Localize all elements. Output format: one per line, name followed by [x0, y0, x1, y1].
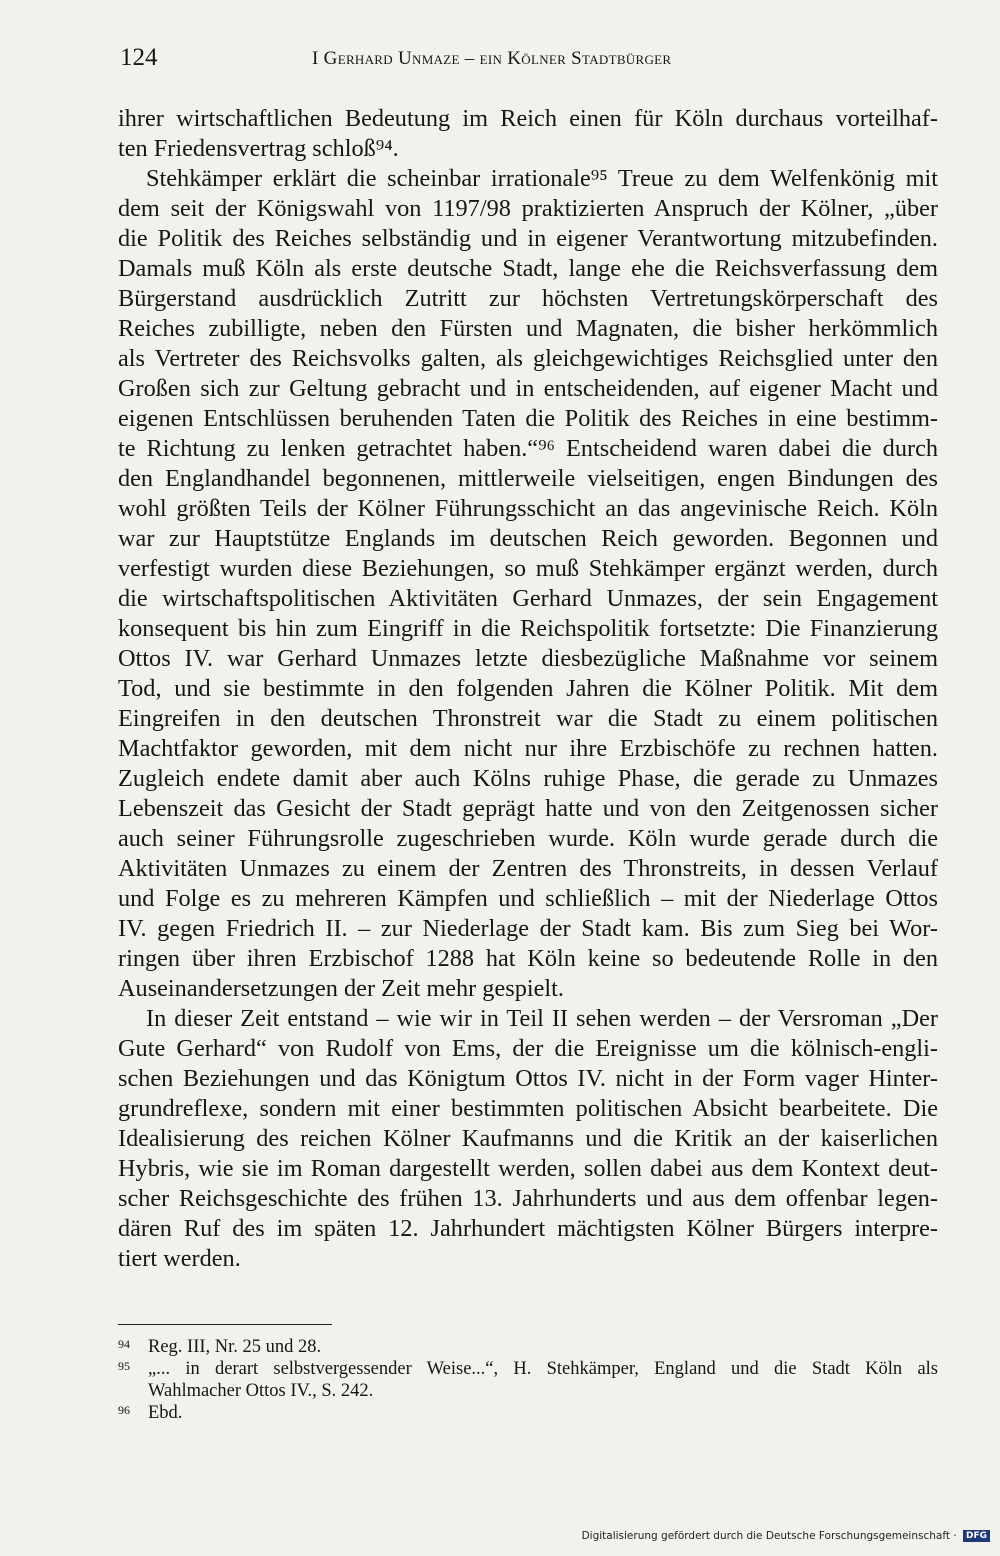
text-line: als Vertreter des Reichsvolks galten, als gleichgewichtiges Reichsglied unter den: [118, 345, 938, 372]
text-line: konsequent bis hin zum Eingriff in die Reichspolitik fortsetzte: Die Finanzierung: [118, 615, 938, 642]
running-head: I Gerhard Unmaze – ein Kölner Stadtbürger: [312, 48, 672, 69]
text-line: Zugleich endete damit aber auch Kölns ruhige Phase, die gerade zu Unmazes: [118, 765, 938, 792]
body-text: [118, 104, 938, 1274]
text-line: die wirtschaftspolitischen Aktivitäten Gerhard Unmazes, der sein Engagement: [118, 585, 938, 612]
text-line: Großen sich zur Geltung gebracht und in entscheidenden, auf eigener Macht und: [118, 375, 938, 402]
text-line: Bürgerstand ausdrücklich Zutritt zur höchsten Vertretungskörperschaft des: [118, 285, 938, 312]
footnote-text: Reg. III, Nr. 25 und 28.: [148, 1337, 322, 1357]
footnote: [118, 1402, 938, 1424]
text-line: auch seiner Führungsrolle zugeschrieben wurde. Köln wurde gerade durch die: [118, 825, 938, 852]
footnote: [118, 1336, 938, 1358]
text-line: scher Reichsgeschichte des frühen 13. Jahrhunderts und aus dem offenbar legen-: [118, 1185, 938, 1212]
text-line: Hybris, wie sie im Roman dargestellt werden, sollen dabei aus dem Kontext deut-: [118, 1155, 938, 1182]
text-line: den Englandhandel begonnenen, mittlerweile vielseitigen, engen Bindungen des: [118, 465, 938, 492]
page-number: 124: [120, 44, 158, 71]
footnote: [118, 1358, 938, 1402]
text-line: Damals muß Köln als erste deutsche Stadt, lange ehe die Reichsverfassung dem: [118, 255, 938, 282]
text-line: eigenen Entschlüssen beruhenden Taten die Politik des Reiches in eine bestimm-: [118, 405, 938, 432]
text-line: war zur Hauptstütze Englands im deutschen Reich geworden. Begonnen und: [118, 525, 938, 552]
text-line: Ottos IV. war Gerhard Unmazes letzte diesbezügliche Maßnahme vor seinem: [118, 645, 938, 672]
text-line: Idealisierung des reichen Kölner Kaufmanns und die Kritik an der kaiserlichen: [118, 1125, 938, 1152]
text-line: ihrer wirtschaftlichen Bedeutung im Reich einen für Köln durchaus vorteilhaf-: [118, 105, 938, 132]
digitization-credit: [582, 1530, 990, 1542]
text-line: dären Ruf des im späten 12. Jahrhundert mächtigsten Kölner Bürgers interpre-: [118, 1215, 938, 1242]
dfg-logo: DFG: [963, 1530, 990, 1542]
text-line: IV. gegen Friedrich II. – zur Niederlage der Stadt kam. Bis zum Sieg bei Wor-: [118, 915, 938, 942]
footnote-text: Ebd.: [148, 1403, 183, 1423]
text-line: ten Friedensvertrag schloß⁹⁴.: [118, 135, 399, 162]
text-line: grundreflexe, sondern mit einer bestimmten politischen Absicht bearbeitete. Die: [118, 1095, 938, 1122]
text-line: und Folge es zu mehreren Kämpfen und schließlich – mit der Niederlage Ottos: [118, 885, 938, 912]
footnote-mark: 95: [118, 1359, 130, 1373]
footnote-mark: 94: [118, 1337, 130, 1351]
text-line: ringen über ihren Erzbischof 1288 hat Köln keine so bedeutende Rolle in den: [118, 945, 938, 972]
text-line: Stehkämper erklärt die scheinbar irrationale⁹⁵ Treue zu dem Welfenkönig mit: [146, 165, 938, 192]
text-line: verfestigt wurden diese Beziehungen, so muß Stehkämper ergänzt werden, durch: [118, 555, 938, 582]
text-line: Eingreifen in den deutschen Thronstreit war die Stadt zu einem politischen: [118, 705, 938, 732]
text-line: Reiches zubilligte, neben den Fürsten und Magnaten, die bisher herkömmlich: [118, 315, 938, 342]
text-line: die Politik des Reiches selbständig und in eigener Verantwortung mitzubefinden.: [118, 225, 938, 252]
text-line: Tod, und sie bestimmte in den folgenden Jahren die Kölner Politik. Mit dem: [118, 675, 938, 702]
text-line: Gute Gerhard“ von Rudolf von Ems, der die Ereignisse um die kölnisch-engli-: [118, 1035, 938, 1062]
text-line: tiert werden.: [118, 1245, 241, 1272]
footnotes: [118, 1336, 938, 1424]
text-line: schen Beziehungen und das Königtum Ottos IV. nicht in der Form vager Hinter-: [118, 1065, 938, 1092]
footnote-rule: [118, 1324, 332, 1325]
text-line: Auseinandersetzungen der Zeit mehr gespielt.: [118, 975, 564, 1002]
footnote-mark: 96: [118, 1403, 130, 1417]
text-line: dem seit der Königswahl von 1197/98 praktizierten Anspruch der Kölner, „über: [118, 195, 938, 222]
text-line: wohl größten Teils der Kölner Führungsschicht an das angevinische Reich. Köln: [118, 495, 938, 522]
text-line: te Richtung zu lenken getrachtet haben.“⁹⁶ Entscheidend waren dabei die durch: [118, 435, 938, 462]
footnote-text: „... in derart selbstvergessender Weise...“, H. Stehkämper, England und die Stadt Köln als: [148, 1359, 938, 1379]
page-header: [120, 44, 940, 78]
text-line: Aktivitäten Unmazes zu einem der Zentren des Thronstreits, in dessen Verlauf: [118, 855, 938, 882]
credit-text: Digitalisierung gefördert durch die Deutsche Forschungsgemeinschaft ·: [581, 1530, 957, 1542]
footnote-text: Wahlmacher Ottos IV., S. 242.: [148, 1381, 374, 1401]
text-line: Machtfaktor geworden, mit dem nicht nur ihre Erzbischöfe zu rechnen hatten.: [118, 735, 938, 762]
text-line: In dieser Zeit entstand – wie wir in Teil II sehen werden – der Versroman „Der: [146, 1005, 938, 1032]
text-line: Lebenszeit das Gesicht der Stadt geprägt hatte und von den Zeitgenossen sicher: [118, 795, 938, 822]
